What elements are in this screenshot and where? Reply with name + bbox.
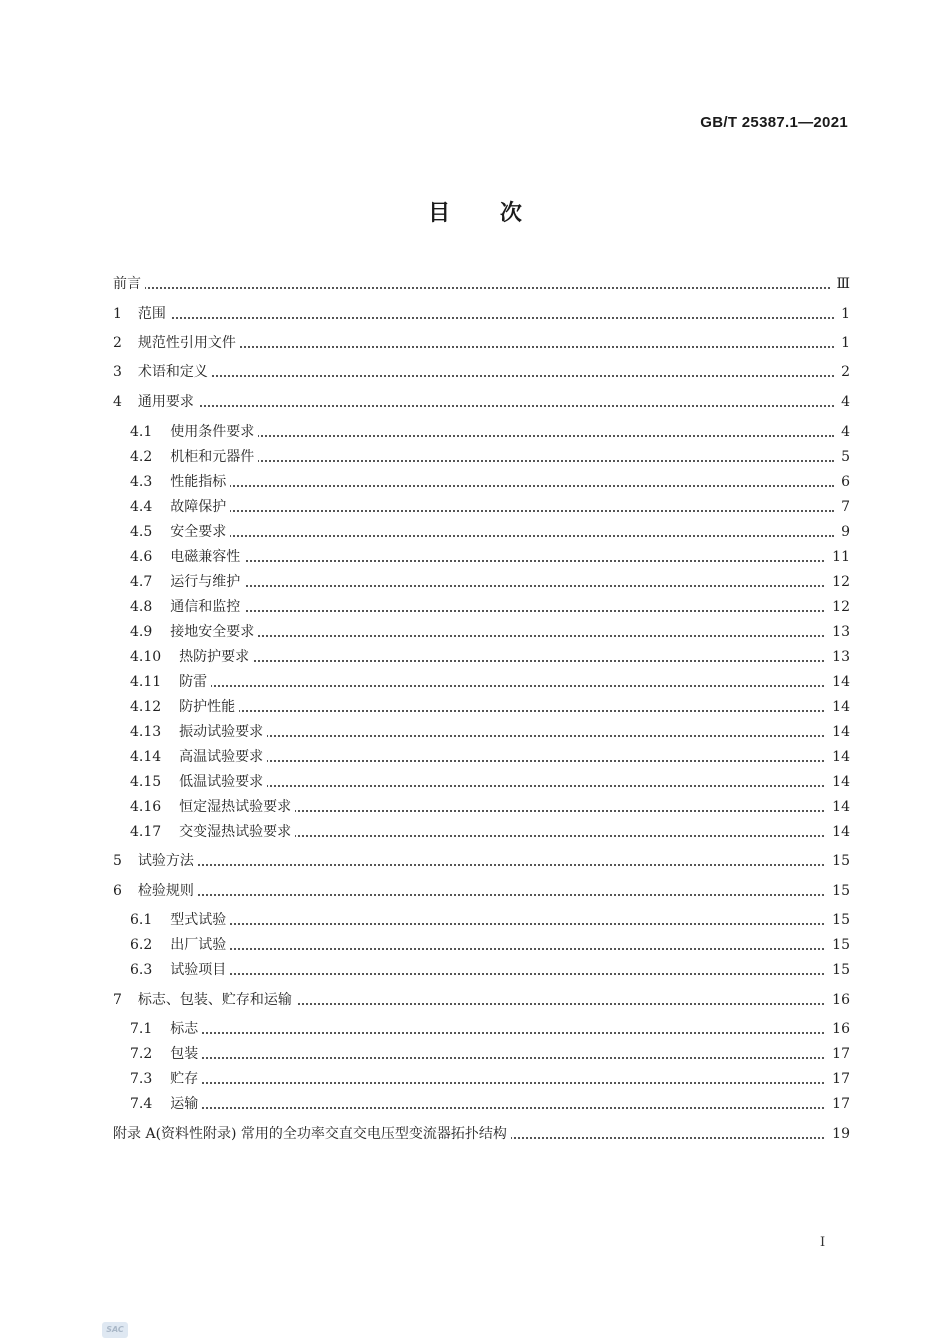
toc-page-number: 16: [828, 1017, 850, 1041]
toc-entry-text: 检验规则: [137, 883, 194, 899]
toc-entry-label: [113, 390, 198, 414]
toc-page-number: 15: [828, 908, 850, 932]
toc-page-number: 7: [837, 495, 850, 519]
toc-leader-dots: [113, 375, 834, 377]
toc-entry-text: 型式试验: [170, 912, 227, 928]
toc-page-number: 14: [828, 745, 850, 769]
toc-entry-label: [130, 595, 244, 619]
toc-entry-text: 高温试验要求: [179, 749, 264, 765]
toc-page-number: 4: [837, 390, 850, 414]
toc-entry[interactable]: [0, 1017, 950, 1041]
toc-entry-number: 7.1: [130, 1021, 153, 1037]
toc-entry[interactable]: [0, 331, 950, 355]
toc-entry-text: 使用条件要求: [170, 424, 255, 440]
toc-entry-label: [130, 420, 258, 444]
toc-entry-label: [113, 1122, 511, 1146]
toc-page-number: 5: [837, 445, 850, 469]
toc-entry-label: [130, 670, 211, 694]
toc-entry-number: 4.15: [130, 774, 162, 790]
toc-entry-label: [113, 988, 296, 1012]
toc-page-number: 14: [828, 820, 850, 844]
toc-page-number: 6: [837, 470, 850, 494]
toc-entry-label: [113, 879, 198, 903]
toc-page-number: 15: [828, 879, 850, 903]
toc-entry-text: 电磁兼容性: [170, 549, 241, 565]
toc-entry-number: 6: [113, 883, 122, 899]
toc-entry-label: [130, 770, 267, 794]
toc-leader-dots: [130, 1032, 824, 1034]
toc-entry-label: [113, 331, 240, 355]
toc-entry-number: 6.2: [130, 937, 153, 953]
toc-entry-text: 安全要求: [170, 524, 227, 540]
toc-entry-text: 运行与维护: [170, 574, 241, 590]
toc-entry-text: 标志: [170, 1021, 199, 1037]
toc-entry[interactable]: [0, 988, 950, 1012]
toc-entry-label: [130, 1042, 202, 1066]
toc-page-number: 13: [828, 645, 850, 669]
toc-entry[interactable]: [0, 272, 950, 296]
toc-leader-dots: [130, 1082, 824, 1084]
toc-page-number: 17: [828, 1042, 850, 1066]
toc-leader-dots: [113, 864, 824, 866]
toc-entry-number: 4.7: [130, 574, 153, 590]
toc-entry[interactable]: [0, 420, 950, 444]
toc-leader-dots: [130, 535, 834, 537]
toc-entry[interactable]: [0, 879, 950, 903]
toc-entry[interactable]: [0, 958, 950, 982]
toc-entry[interactable]: [0, 302, 950, 326]
toc-entry[interactable]: [0, 1122, 950, 1146]
toc-leader-dots: [130, 685, 824, 687]
toc-leader-dots: [130, 973, 824, 975]
toc-entry-label: [130, 470, 230, 494]
toc-page-number: 15: [828, 849, 850, 873]
toc-entry[interactable]: [0, 445, 950, 469]
toc-page-number: 11: [828, 545, 850, 569]
toc-leader-dots: [130, 510, 834, 512]
toc-entry[interactable]: [0, 645, 950, 669]
toc-entry[interactable]: [0, 495, 950, 519]
toc-entry[interactable]: [0, 720, 950, 744]
toc-entry[interactable]: [0, 908, 950, 932]
toc-entry[interactable]: [0, 1042, 950, 1066]
toc-entry-number: 4.14: [130, 749, 162, 765]
toc-entry[interactable]: [0, 745, 950, 769]
toc-entry-label: [130, 695, 239, 719]
toc-entry-number: 4.1: [130, 424, 153, 440]
toc-entry-label: [130, 570, 244, 594]
toc-page-number: 14: [828, 670, 850, 694]
toc-leader-dots: [113, 287, 834, 289]
toc-entry[interactable]: [0, 795, 950, 819]
toc-entry-text: 试验方法: [137, 853, 194, 869]
toc-entry-text: 前言: [113, 276, 141, 292]
toc-entry-number: 6.3: [130, 962, 153, 978]
toc-page-number: 2: [837, 360, 850, 384]
toc-entry-label: [130, 908, 230, 932]
toc-entry-text: 机柜和元器件: [170, 449, 255, 465]
toc-entry-number: 4.9: [130, 624, 153, 640]
toc-leader-dots: [130, 923, 824, 925]
toc-entry-label: [113, 272, 145, 296]
toc-entry-label: [113, 360, 212, 384]
toc-entry-label: [130, 795, 295, 819]
page-number: I: [820, 1235, 826, 1250]
toc-entry-text: 贮存: [170, 1071, 199, 1087]
toc-leader-dots: [113, 317, 834, 319]
toc-entry-number: 4.17: [130, 824, 162, 840]
toc-entry-number: 4.12: [130, 699, 162, 715]
toc-leader-dots: [113, 894, 824, 896]
toc-entry-text: 包装: [170, 1046, 199, 1062]
toc-page-number: 1: [837, 331, 850, 355]
toc-page-number: 13: [828, 620, 850, 644]
toc-entry-text: 范围: [137, 306, 166, 322]
toc-entry-number: 4.4: [130, 499, 153, 515]
toc-entry[interactable]: [0, 360, 950, 384]
toc-entry-label: [130, 445, 258, 469]
toc-entry[interactable]: [0, 1067, 950, 1091]
toc-entry-number: 7.3: [130, 1071, 153, 1087]
toc-entry[interactable]: [0, 470, 950, 494]
toc-entry-number: 7: [113, 992, 122, 1008]
toc-entry-number: 4.2: [130, 449, 153, 465]
toc-entry-number: 5: [113, 853, 122, 869]
toc-leader-dots: [130, 948, 824, 950]
toc-entry-label: [130, 958, 230, 982]
toc-entry-label: [130, 720, 267, 744]
toc-entry-number: 附录 A: [113, 1126, 156, 1142]
toc-entry-number: 4.5: [130, 524, 153, 540]
toc-page-number: 12: [828, 595, 850, 619]
toc-entry[interactable]: [0, 695, 950, 719]
toc-entry-text: 试验项目: [170, 962, 227, 978]
toc-entry-number: 4.6: [130, 549, 153, 565]
toc-leader-dots: [113, 405, 834, 407]
toc-entry-text: 术语和定义: [137, 364, 208, 380]
toc-entry-text: 标志、包装、贮存和运输: [137, 992, 292, 1008]
toc-page-number: Ⅲ: [832, 272, 850, 296]
toc-entry-number: 4: [113, 394, 122, 410]
toc-entry[interactable]: [0, 820, 950, 844]
toc-entry-label: [130, 520, 230, 544]
toc-entry-number: 7.2: [130, 1046, 153, 1062]
toc-page-number: 15: [828, 958, 850, 982]
toc-entry-text: 接地安全要求: [170, 624, 255, 640]
toc-page-number: 4: [837, 420, 850, 444]
toc-entry-label: [130, 645, 253, 669]
toc-page-number: 16: [828, 988, 850, 1012]
toc-entry-label: [130, 545, 244, 569]
toc-entry-number: 4.11: [130, 674, 162, 690]
toc-entry-number: 4.8: [130, 599, 153, 615]
toc-entry-number: 4.10: [130, 649, 162, 665]
toc-entry-number: 4.13: [130, 724, 162, 740]
toc-entry-label: [113, 849, 198, 873]
toc-entry-number: 3: [113, 364, 122, 380]
toc-entry-text: 恒定湿热试验要求: [179, 799, 292, 815]
toc-entry-label: [130, 495, 230, 519]
toc-entry-label: [113, 302, 170, 326]
toc-entry-number: 6.1: [130, 912, 153, 928]
toc-entry-text: 性能指标: [170, 474, 227, 490]
toc-entry[interactable]: [0, 620, 950, 644]
toc-page-number: 17: [828, 1067, 850, 1091]
toc-entry-text: 规范性引用文件: [137, 335, 236, 351]
toc-entry[interactable]: [0, 595, 950, 619]
toc-entry[interactable]: [0, 1092, 950, 1116]
toc-page-number: 15: [828, 933, 850, 957]
toc-entry-label: [130, 933, 230, 957]
toc-entry-text: 振动试验要求: [179, 724, 264, 740]
toc-entry-label: [130, 1017, 202, 1041]
toc-entry[interactable]: [0, 849, 950, 873]
toc-entry[interactable]: [0, 770, 950, 794]
toc-entry-text: 低温试验要求: [179, 774, 264, 790]
toc-page-number: 9: [837, 520, 850, 544]
page-title: 目 次: [428, 201, 522, 226]
toc-leader-dots: [130, 1057, 824, 1059]
standard-code: GB/T 25387.1—2021: [700, 114, 848, 131]
toc-page-number: 1: [837, 302, 850, 326]
toc-page-number: 19: [828, 1122, 850, 1146]
toc-entry-number: 4.3: [130, 474, 153, 490]
toc-page-number: 14: [828, 795, 850, 819]
toc-entry-text: 热防护要求: [179, 649, 250, 665]
toc-entry-text: 通用要求: [137, 394, 194, 410]
toc-entry-text: 防护性能: [179, 699, 236, 715]
toc-entry[interactable]: [0, 390, 950, 414]
toc-entry-label: [130, 820, 295, 844]
sac-logo-icon: SAC: [102, 1322, 128, 1338]
toc-entry-text: 交变湿热试验要求: [179, 824, 292, 840]
toc-entry[interactable]: [0, 670, 950, 694]
toc-entry-label: [130, 620, 258, 644]
toc-entry-number: 1: [113, 306, 122, 322]
toc-page-number: 12: [828, 570, 850, 594]
toc-page-number: 17: [828, 1092, 850, 1116]
toc-entry[interactable]: [0, 570, 950, 594]
toc-leader-dots: [130, 1107, 824, 1109]
toc-entry-label: [130, 1092, 202, 1116]
toc-entry-label: [130, 745, 267, 769]
toc-entry-text: 防雷: [179, 674, 208, 690]
toc-entry[interactable]: [0, 545, 950, 569]
toc-entry-label: [130, 1067, 202, 1091]
toc-entry-number: 4.16: [130, 799, 162, 815]
toc-entry-text: 通信和监控: [170, 599, 241, 615]
toc-entry-number: 7.4: [130, 1096, 153, 1112]
toc-entry-number: 2: [113, 335, 122, 351]
toc-entry-text: (资料性附录) 常用的全功率交直交电压型变流器拓扑结构: [155, 1126, 507, 1142]
toc-page-number: 14: [828, 695, 850, 719]
toc-entry[interactable]: [0, 933, 950, 957]
toc-entry-text: 故障保护: [170, 499, 227, 515]
toc-leader-dots: [130, 485, 834, 487]
toc-entry-text: 出厂试验: [170, 937, 227, 953]
toc-entry-text: 运输: [170, 1096, 199, 1112]
toc-entry[interactable]: [0, 520, 950, 544]
toc-page-number: 14: [828, 720, 850, 744]
toc-page-number: 14: [828, 770, 850, 794]
